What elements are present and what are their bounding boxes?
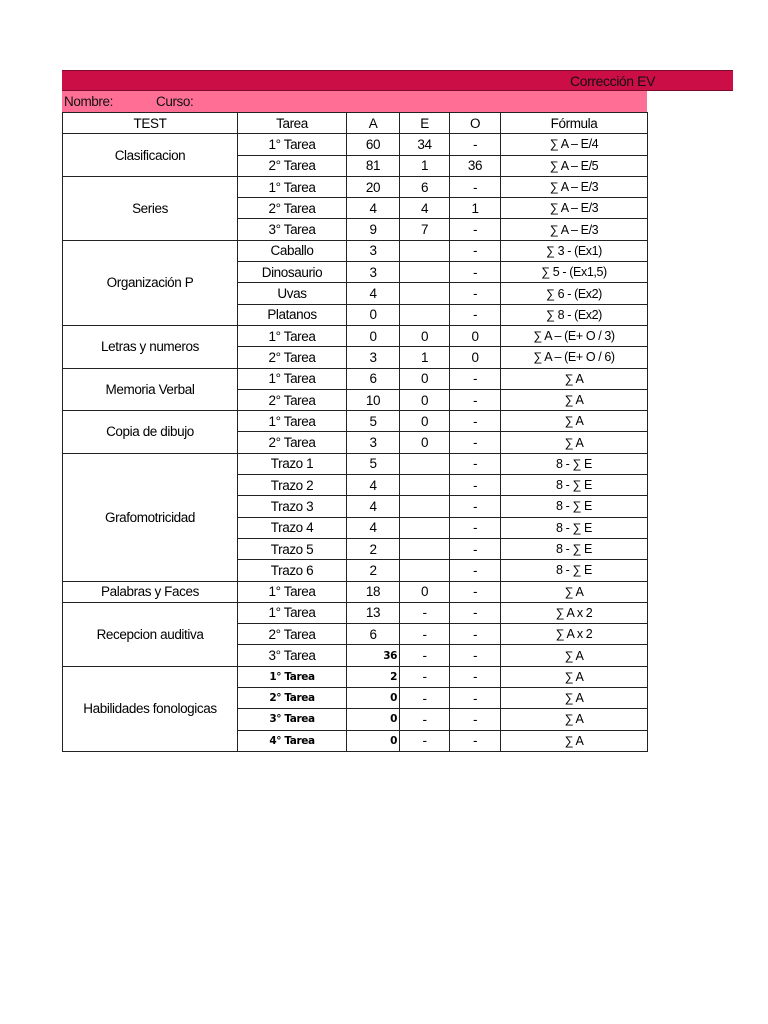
tarea-cell: Trazo 4	[238, 517, 347, 538]
a-value-cell: 4	[347, 475, 400, 496]
e-value-cell	[400, 475, 450, 496]
o-value-cell: -	[450, 730, 501, 751]
a-value-cell: 2	[347, 538, 400, 559]
a-value-cell: 4	[347, 283, 400, 304]
tarea-cell: Uvas	[238, 283, 347, 304]
a-value-cell: 0	[347, 304, 400, 325]
tarea-cell: 2° Tarea	[238, 347, 347, 368]
o-value-cell: -	[450, 709, 501, 730]
title-bar	[62, 70, 733, 91]
o-value-cell: -	[450, 624, 501, 645]
e-value-cell: -	[400, 709, 450, 730]
test-name-cell: Recepcion auditiva	[63, 602, 238, 666]
formula-cell: 8 - ∑ E	[501, 475, 648, 496]
e-value-cell	[400, 517, 450, 538]
table-row	[63, 325, 648, 346]
formula-cell: ∑ A	[501, 666, 648, 687]
test-name-cell: Letras y numeros	[63, 325, 238, 368]
tarea-cell: Trazo 5	[238, 538, 347, 559]
o-value-cell: -	[450, 453, 501, 474]
formula-cell: ∑ 6 - (Ex2)	[501, 283, 648, 304]
o-value-cell: -	[450, 666, 501, 687]
tarea-cell: 2° Tarea	[238, 389, 347, 410]
tarea-cell: 1° Tarea	[238, 602, 347, 623]
formula-cell: ∑ A	[501, 581, 648, 602]
a-value-cell: 0	[347, 709, 400, 730]
test-name-cell: Organización P	[63, 240, 238, 325]
nombre-label: Nombre:	[64, 94, 113, 109]
e-value-cell: 0	[400, 325, 450, 346]
formula-cell: ∑ A	[501, 730, 648, 751]
tarea-cell: Trazo 1	[238, 453, 347, 474]
column-header: A	[347, 113, 400, 134]
o-value-cell: 0	[450, 347, 501, 368]
formula-cell: ∑ A	[501, 432, 648, 453]
o-value-cell: -	[450, 645, 501, 666]
column-header: E	[400, 113, 450, 134]
e-value-cell	[400, 240, 450, 261]
o-value-cell: -	[450, 368, 501, 389]
column-header: Tarea	[238, 113, 347, 134]
formula-cell: ∑ A – E/3	[501, 219, 648, 240]
tarea-cell: 2° Tarea	[238, 432, 347, 453]
tarea-cell: 3° Tarea	[238, 219, 347, 240]
tarea-cell: 3° Tarea	[238, 709, 347, 730]
e-value-cell: 0	[400, 411, 450, 432]
e-value-cell: 0	[400, 432, 450, 453]
e-value-cell: 1	[400, 155, 450, 176]
e-value-cell: 0	[400, 368, 450, 389]
tarea-cell: 3° Tarea	[238, 645, 347, 666]
e-value-cell: 7	[400, 219, 450, 240]
tarea-cell: Trazo 3	[238, 496, 347, 517]
formula-cell: 8 - ∑ E	[501, 453, 648, 474]
formula-cell: 8 - ∑ E	[501, 517, 648, 538]
formula-cell: ∑ A	[501, 411, 648, 432]
e-value-cell: 1	[400, 347, 450, 368]
formula-cell: ∑ A	[501, 389, 648, 410]
tarea-cell: 1° Tarea	[238, 176, 347, 197]
formula-cell: ∑ A – E/5	[501, 155, 648, 176]
a-value-cell: 3	[347, 240, 400, 261]
table-row	[63, 368, 648, 389]
results-table	[62, 112, 648, 752]
table-row	[63, 666, 648, 687]
e-value-cell	[400, 283, 450, 304]
e-value-cell	[400, 538, 450, 559]
o-value-cell: -	[450, 538, 501, 559]
sheet-title: Corrección EV	[570, 73, 656, 89]
e-value-cell	[400, 453, 450, 474]
formula-cell: ∑ A – (E+ O / 3)	[501, 325, 648, 346]
a-value-cell: 3	[347, 262, 400, 283]
tarea-cell: Trazo 6	[238, 560, 347, 581]
o-value-cell: 0	[450, 325, 501, 346]
formula-cell: ∑ A – E/3	[501, 198, 648, 219]
o-value-cell: -	[450, 283, 501, 304]
e-value-cell: -	[400, 602, 450, 623]
a-value-cell: 4	[347, 517, 400, 538]
o-value-cell: -	[450, 411, 501, 432]
o-value-cell: -	[450, 176, 501, 197]
tarea-cell: Caballo	[238, 240, 347, 261]
a-value-cell: 6	[347, 368, 400, 389]
a-value-cell: 3	[347, 347, 400, 368]
formula-cell: ∑ A x 2	[501, 602, 648, 623]
formula-cell: ∑ A	[501, 688, 648, 709]
o-value-cell: -	[450, 688, 501, 709]
e-value-cell	[400, 560, 450, 581]
tarea-cell: 1° Tarea	[238, 368, 347, 389]
a-value-cell: 2	[347, 666, 400, 687]
curso-label: Curso:	[156, 94, 194, 109]
table-row	[63, 134, 648, 155]
column-header: TEST	[63, 113, 238, 134]
o-value-cell: -	[450, 581, 501, 602]
a-value-cell: 3	[347, 432, 400, 453]
formula-cell: ∑ A	[501, 645, 648, 666]
tarea-cell: 2° Tarea	[238, 198, 347, 219]
a-value-cell: 6	[347, 624, 400, 645]
formula-cell: ∑ A x 2	[501, 624, 648, 645]
e-value-cell: 34	[400, 134, 450, 155]
tarea-cell: 2° Tarea	[238, 155, 347, 176]
formula-cell: 8 - ∑ E	[501, 496, 648, 517]
e-value-cell: -	[400, 730, 450, 751]
e-value-cell	[400, 496, 450, 517]
tarea-cell: 1° Tarea	[238, 325, 347, 346]
formula-cell: ∑ A – (E+ O / 6)	[501, 347, 648, 368]
e-value-cell	[400, 304, 450, 325]
tarea-cell: Dinosaurio	[238, 262, 347, 283]
e-value-cell: -	[400, 624, 450, 645]
e-value-cell: 0	[400, 389, 450, 410]
formula-cell: ∑ 3 - (Ex1)	[501, 240, 648, 261]
o-value-cell: -	[450, 475, 501, 496]
tarea-cell: Platanos	[238, 304, 347, 325]
e-value-cell: -	[400, 666, 450, 687]
o-value-cell: -	[450, 432, 501, 453]
table-row	[63, 176, 648, 197]
o-value-cell: 1	[450, 198, 501, 219]
tarea-cell: Trazo 2	[238, 475, 347, 496]
a-value-cell: 81	[347, 155, 400, 176]
a-value-cell: 20	[347, 176, 400, 197]
column-header: Fórmula	[501, 113, 648, 134]
formula-cell: ∑ 8 - (Ex2)	[501, 304, 648, 325]
header-row	[63, 113, 648, 134]
formula-cell: ∑ A	[501, 709, 648, 730]
o-value-cell: -	[450, 389, 501, 410]
test-name-cell: Memoria Verbal	[63, 368, 238, 411]
a-value-cell: 9	[347, 219, 400, 240]
table-row	[63, 240, 648, 261]
table-body	[63, 134, 648, 752]
formula-cell: ∑ A – E/4	[501, 134, 648, 155]
tarea-cell: 1° Tarea	[238, 134, 347, 155]
a-value-cell: 5	[347, 453, 400, 474]
o-value-cell: -	[450, 219, 501, 240]
o-value-cell: 36	[450, 155, 501, 176]
a-value-cell: 0	[347, 730, 400, 751]
formula-cell: ∑ 5 - (Ex1,5)	[501, 262, 648, 283]
e-value-cell: 4	[400, 198, 450, 219]
table-row	[63, 581, 648, 602]
o-value-cell: -	[450, 304, 501, 325]
tarea-cell: 1° Tarea	[238, 411, 347, 432]
test-name-cell: Grafomotricidad	[63, 453, 238, 581]
a-value-cell: 4	[347, 496, 400, 517]
table-row	[63, 453, 648, 474]
o-value-cell: -	[450, 262, 501, 283]
tarea-cell: 1° Tarea	[238, 581, 347, 602]
a-value-cell: 0	[347, 325, 400, 346]
a-value-cell: 0	[347, 688, 400, 709]
formula-cell: 8 - ∑ E	[501, 560, 648, 581]
o-value-cell: -	[450, 602, 501, 623]
a-value-cell: 13	[347, 602, 400, 623]
o-value-cell: -	[450, 496, 501, 517]
formula-cell: 8 - ∑ E	[501, 538, 648, 559]
formula-cell: ∑ A – E/3	[501, 176, 648, 197]
o-value-cell: -	[450, 134, 501, 155]
a-value-cell: 60	[347, 134, 400, 155]
a-value-cell: 36	[347, 645, 400, 666]
e-value-cell: -	[400, 688, 450, 709]
test-name-cell: Series	[63, 176, 238, 240]
formula-cell: ∑ A	[501, 368, 648, 389]
tarea-cell: 2° Tarea	[238, 624, 347, 645]
student-info-bar	[62, 91, 647, 112]
test-name-cell: Habilidades fonologicas	[63, 666, 238, 751]
o-value-cell: -	[450, 560, 501, 581]
e-value-cell: -	[400, 645, 450, 666]
test-name-cell: Copia de dibujo	[63, 411, 238, 454]
a-value-cell: 4	[347, 198, 400, 219]
tarea-cell: 4° Tarea	[238, 730, 347, 751]
e-value-cell: 6	[400, 176, 450, 197]
table-row	[63, 602, 648, 623]
o-value-cell: -	[450, 240, 501, 261]
e-value-cell	[400, 262, 450, 283]
a-value-cell: 10	[347, 389, 400, 410]
test-name-cell: Clasificacion	[63, 134, 238, 177]
tarea-cell: 2° Tarea	[238, 688, 347, 709]
column-header: O	[450, 113, 501, 134]
table-row	[63, 411, 648, 432]
tarea-cell: 1° Tarea	[238, 666, 347, 687]
o-value-cell: -	[450, 517, 501, 538]
a-value-cell: 5	[347, 411, 400, 432]
test-name-cell: Palabras y Faces	[63, 581, 238, 602]
e-value-cell: 0	[400, 581, 450, 602]
a-value-cell: 18	[347, 581, 400, 602]
a-value-cell: 2	[347, 560, 400, 581]
